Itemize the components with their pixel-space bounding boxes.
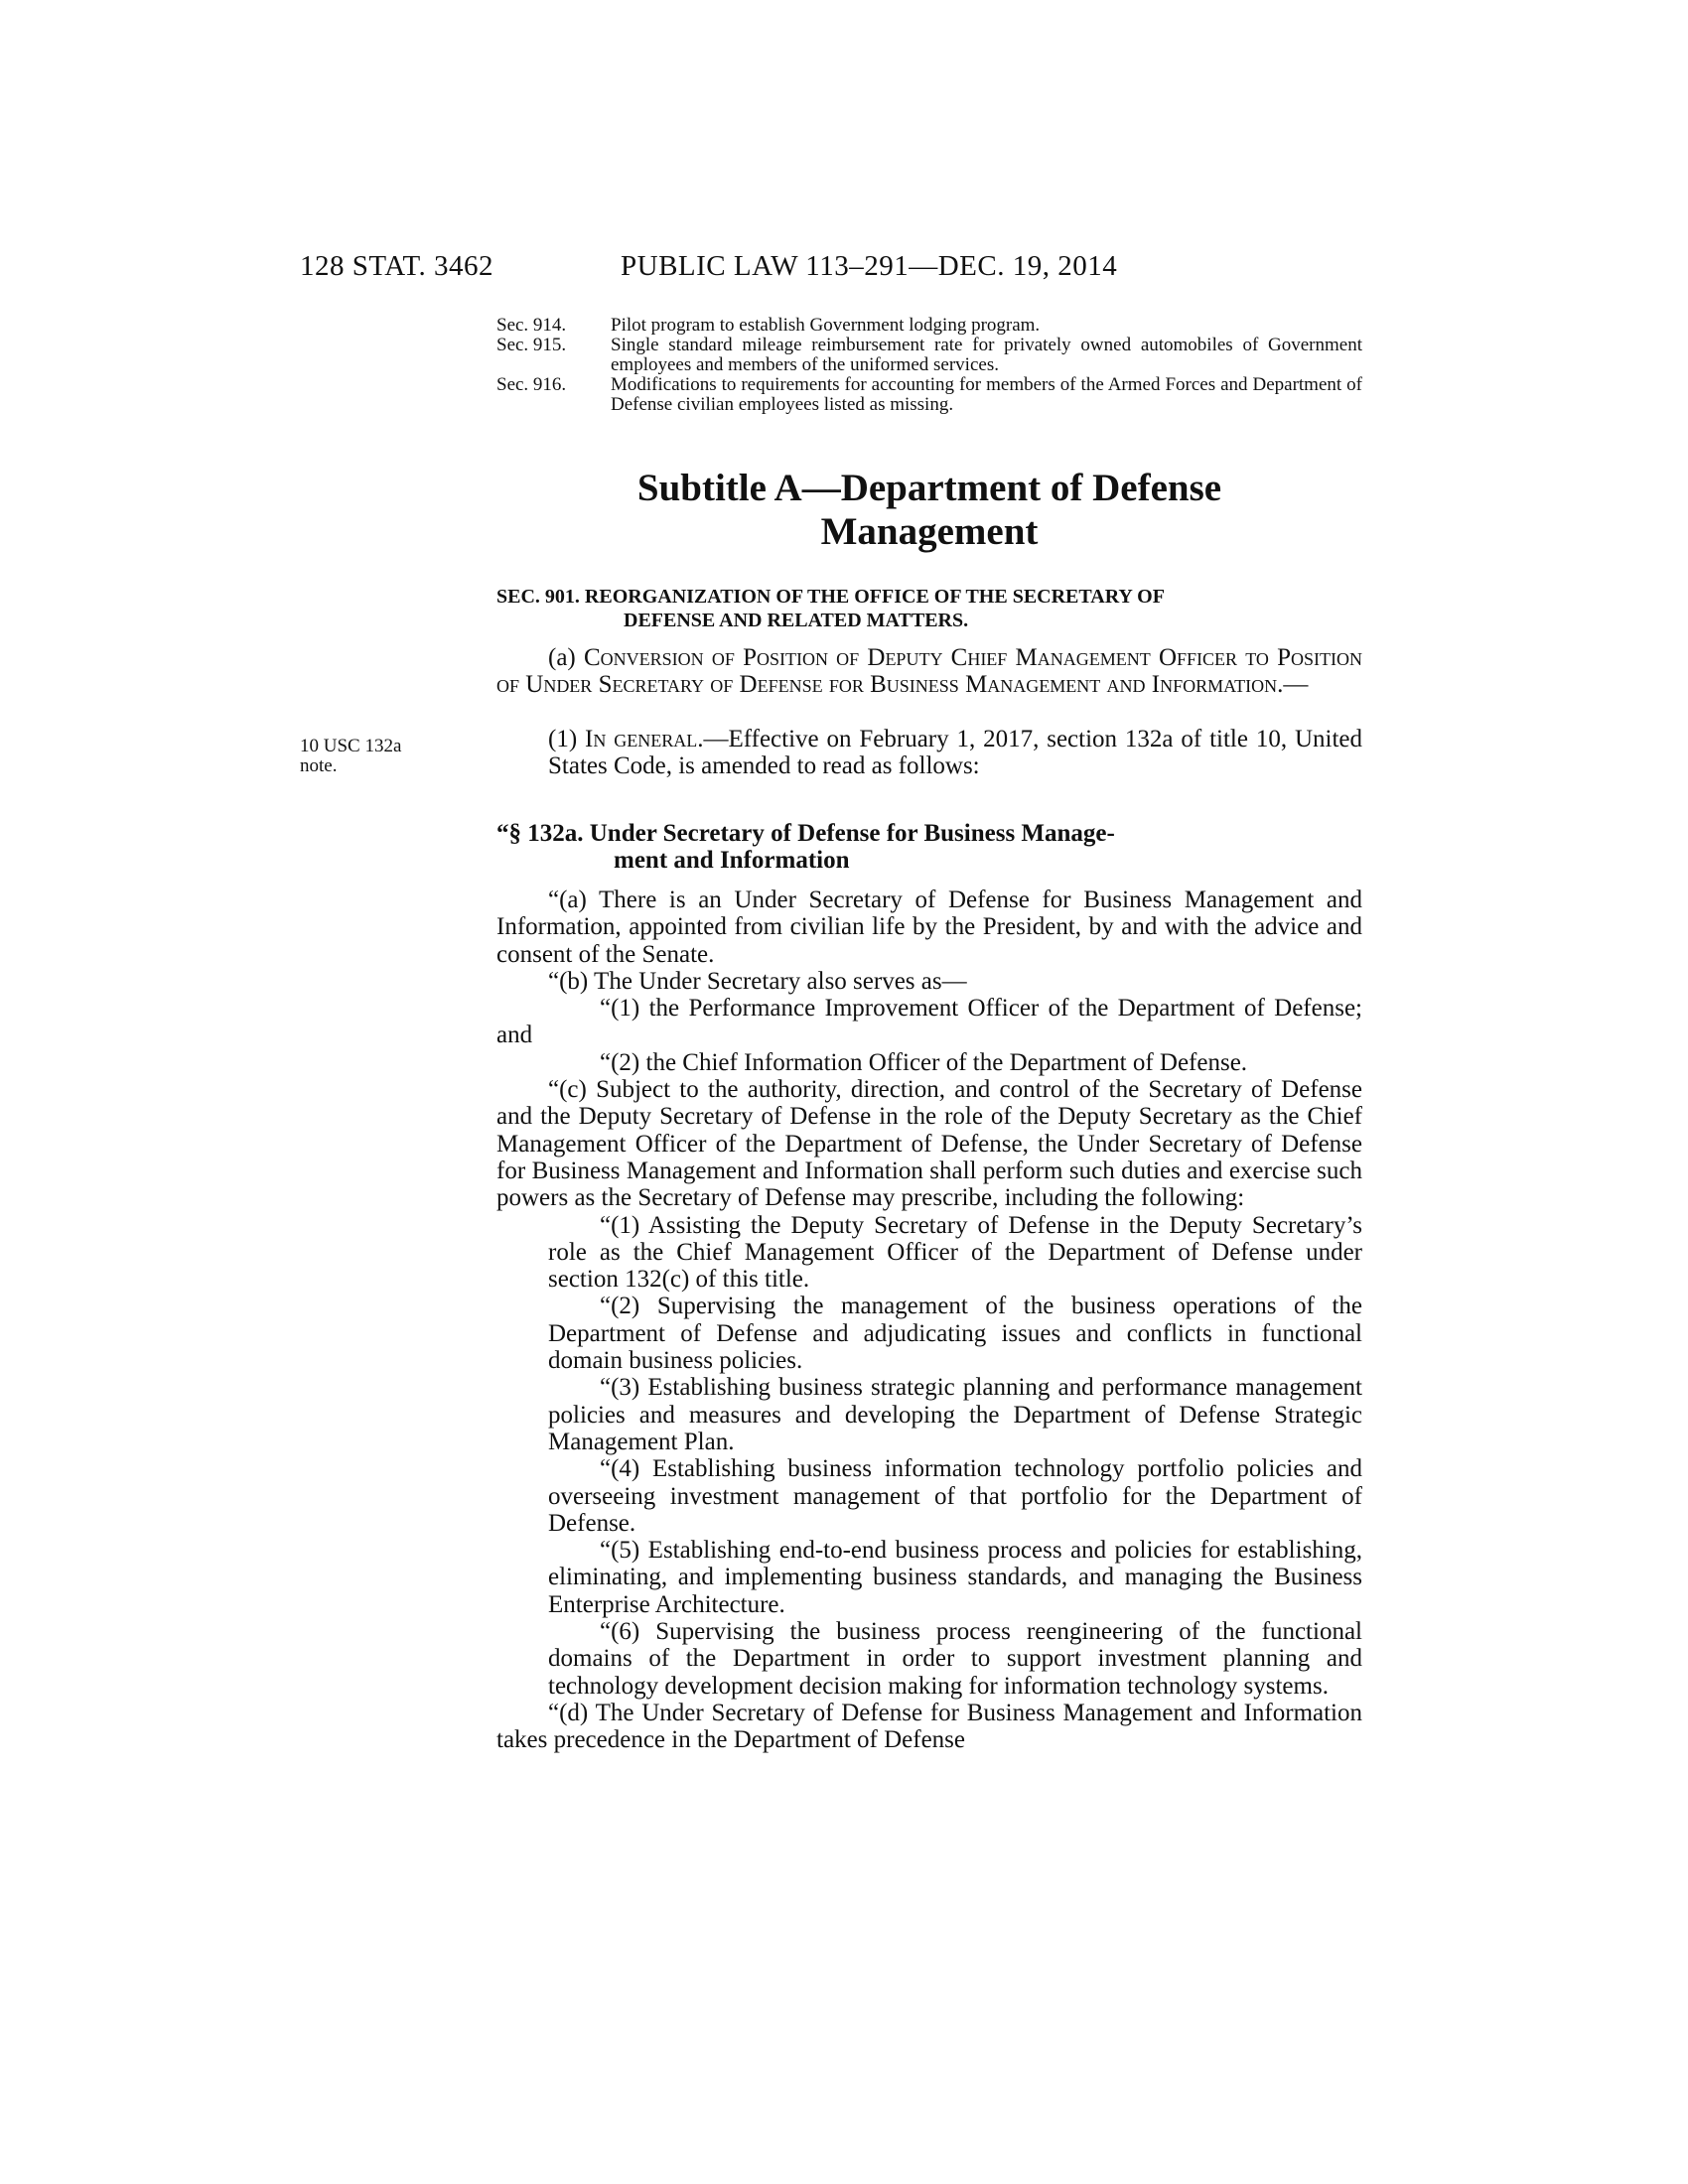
section-heading-line-1: SEC. 901. REORGANIZATION OF THE OFFICE OF THE SECRETARY OF	[496, 586, 1165, 608]
paragraph-1-heading: In general.	[585, 726, 704, 752]
subsection-c-5: “(5) Establishing end-to-end business process and policies for establishing, eliminating, and implementing business standards, and managing the Business Enterprise Architecture.	[548, 1537, 1362, 1618]
subsection-c-4: “(4) Establishing business information technology portfolio policies and overseeing investment management of that portfolio for the Department of Defense.	[548, 1455, 1362, 1537]
subsection-b-2: “(2) the Chief Information Officer of the Department of Defense.	[600, 1048, 1248, 1076]
statute-page-number: 128 STAT. 3462	[300, 250, 494, 282]
subtitle-heading	[496, 467, 1362, 554]
paragraph-a	[496, 644, 1362, 699]
subsection-c-3: “(3) Establishing business strategic planning and performance management policies and measures and developing the Department of Defense Strategic Management Plan.	[548, 1374, 1362, 1455]
margin-note-line-1: 10 USC 132a	[300, 736, 402, 756]
paragraph-a-heading: Conversion of Position of Deputy Chief Management Officer to Position of Under Secretary of Defense for Business Management and Information.—	[496, 644, 1362, 699]
subtitle-line-1: Subtitle A—Department of Defense	[636, 467, 1222, 509]
paragraph-1-label: (1)	[548, 726, 578, 752]
section-heading	[496, 585, 1362, 632]
toc-section-number: Sec. 916.	[496, 374, 567, 395]
paragraph-a-label: (a)	[548, 644, 576, 671]
subsection-a: “(a) There is an Under Secretary of Defense for Business Management and Information, appointed from civilian life by the President, by and with the advice and consent of the Senate.	[496, 887, 1362, 968]
section-132a-heading	[496, 820, 1362, 874]
section-132a-body	[496, 887, 1362, 1754]
subsection-c-6: “(6) Supervising the business process reengineering of the functional domains of the Department in order to support investment planning and technology development decision making for information technology systems.	[548, 1618, 1362, 1700]
section-132a-heading-line-2: ment and Information	[614, 847, 850, 874]
paragraph-1-text: —Effective on February 1, 2017, section 132a of title 10, United States Code, is amended to read as follows:	[548, 726, 1362, 780]
section-132a-heading-line-1: “§ 132a. Under Secretary of Defense for Business Manage-	[496, 820, 1115, 847]
toc-entry	[496, 316, 1362, 336]
toc-section-title: Pilot program to establish Government lodging program.	[611, 315, 1041, 336]
public-law-header: PUBLIC LAW 113–291—DEC. 19, 2014	[621, 250, 1118, 282]
toc-section-title: Single standard mileage reimbursement rate for privately owned automobiles of Government employees and members of the uniformed services.	[611, 335, 1362, 375]
section-heading-line-2: DEFENSE AND RELATED MATTERS.	[624, 610, 969, 631]
subsection-d: “(d) The Under Secretary of Defense for Business Management and Information takes precedence in the Department of Defense	[496, 1699, 1362, 1754]
toc-entry	[496, 336, 1362, 375]
subsection-c-2: “(2) Supervising the management of the business operations of the Department of Defense and adjudicating issues and conflicts in functional domain business policies.	[548, 1293, 1362, 1375]
toc-entry	[496, 375, 1362, 415]
table-of-contents	[496, 316, 1362, 415]
toc-section-number: Sec. 914.	[496, 315, 567, 336]
margin-note	[300, 737, 449, 776]
toc-section-number: Sec. 915.	[496, 335, 567, 355]
margin-note-line-2: note.	[300, 755, 338, 776]
subsection-b: “(b) The Under Secretary also serves as—	[548, 967, 967, 995]
subsection-c-1: “(1) Assisting the Deputy Secretary of Defense in the Deputy Secretary’s role as the Chief Management Officer of the Department of Defense under section 132(c) of this title.	[548, 1211, 1362, 1294]
paragraph-1	[496, 726, 1362, 780]
subtitle-line-2: Management	[820, 510, 1039, 553]
subsection-c: “(c) Subject to the authority, direction, and control of the Secretary of Defense and the Deputy Secretary of Defense in the role of the Deputy Secretary as the Chief Management Officer of the Department of Defense, the Under Secretary of Defense for Business Management and Information shall perform such duties and exercise such powers as the Secretary of Defense may prescribe, including the following:	[496, 1076, 1362, 1212]
subsection-b-1: “(1) the Performance Improvement Officer of the Department of Defense; and	[496, 995, 1362, 1049]
toc-section-title: Modifications to requirements for accounting for members of the Armed Forces and Department of Defense civilian employees listed as missing.	[611, 374, 1362, 415]
